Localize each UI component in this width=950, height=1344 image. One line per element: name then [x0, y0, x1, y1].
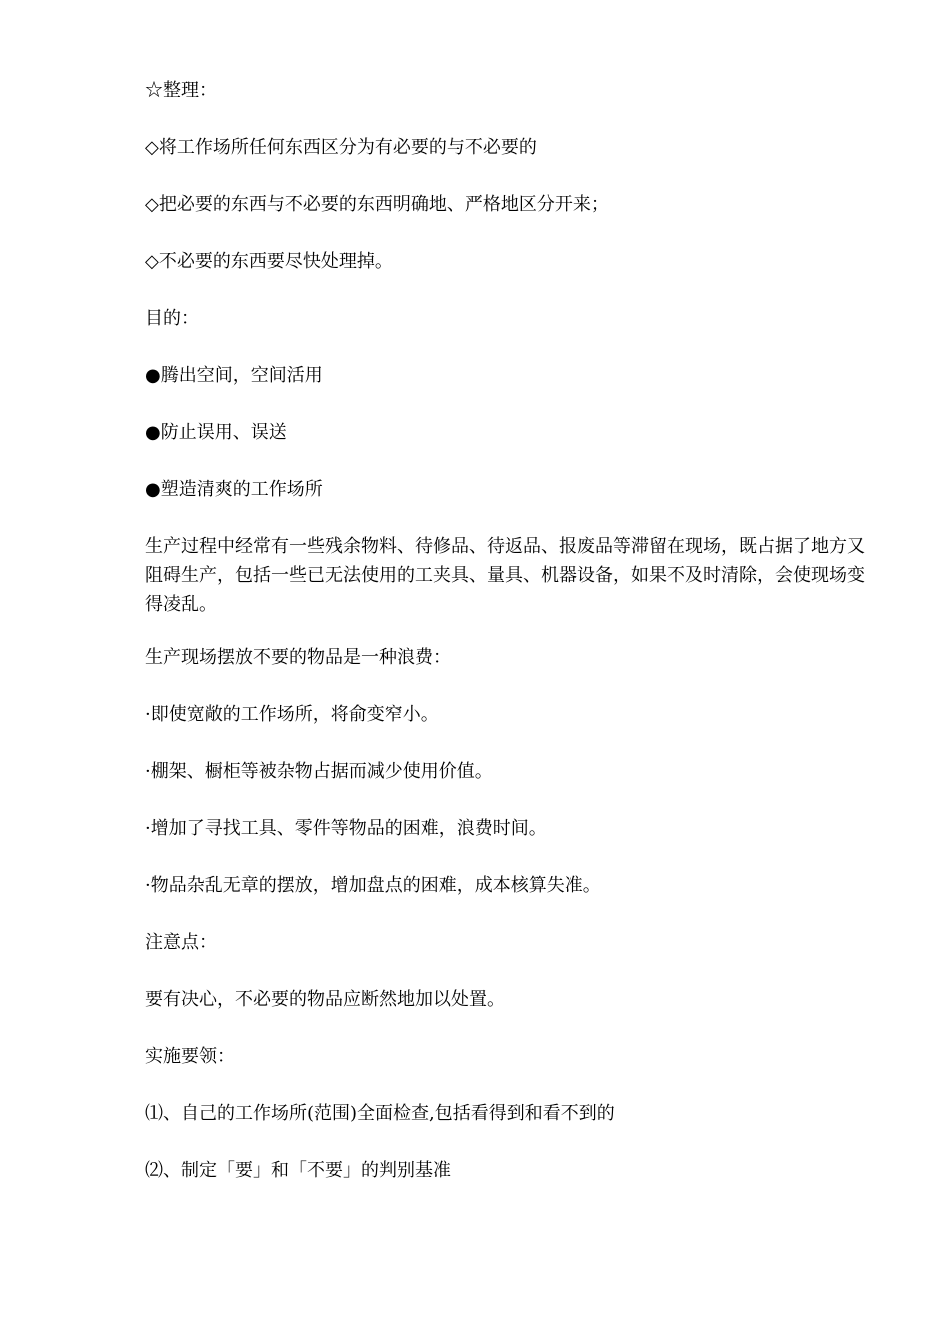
body-paragraph: 要有决心，不必要的物品应断然地加以处置。 [145, 989, 505, 1010]
body-paragraph: 生产现场摆放不要的物品是一种浪费： [145, 647, 451, 668]
list-item: ·物品杂乱无章的摆放，增加盘点的困难，成本核算失准。 [145, 875, 601, 896]
document-page [145, 76, 875, 1213]
list-item: ⑵、制定「要」和「不要」的判别基准 [145, 1160, 451, 1181]
list-item: ●防止误用、误送 [145, 422, 287, 443]
body-paragraph: 生产过程中经常有一些残余物料、待修品、待返品、报废品等滞留在现场，既占据了地方又阻碍生产，包括一些已无法使用的工夹具、量具、机器设备，如果不及时清除，会使现场变得凌乱。 [145, 536, 865, 615]
list-item: ◇把必要的东西与不必要的东西明确地、严格地区分开来； [145, 194, 609, 215]
subheading-notes: 注意点： [145, 932, 217, 953]
list-item: ●腾出空间，空间活用 [145, 365, 323, 386]
subheading-purpose: 目的： [145, 308, 199, 329]
section-heading-seiri: ☆整理： [145, 80, 217, 101]
list-item: ⑴、自己的工作场所(范围)全面检查,包括看得到和看不到的 [145, 1103, 615, 1124]
subheading-implementation: 实施要领： [145, 1046, 235, 1067]
list-item: ·即使宽敞的工作场所，将俞变窄小。 [145, 704, 439, 725]
list-item: ◇不必要的东西要尽快处理掉。 [145, 251, 393, 272]
list-item: ·棚架、橱柜等被杂物占据而减少使用价值。 [145, 761, 493, 782]
list-item: ◇将工作场所任何东西区分为有必要的与不必要的 [145, 137, 537, 158]
list-item: ●塑造清爽的工作场所 [145, 479, 323, 500]
list-item: ·增加了寻找工具、零件等物品的困难，浪费时间。 [145, 818, 547, 839]
